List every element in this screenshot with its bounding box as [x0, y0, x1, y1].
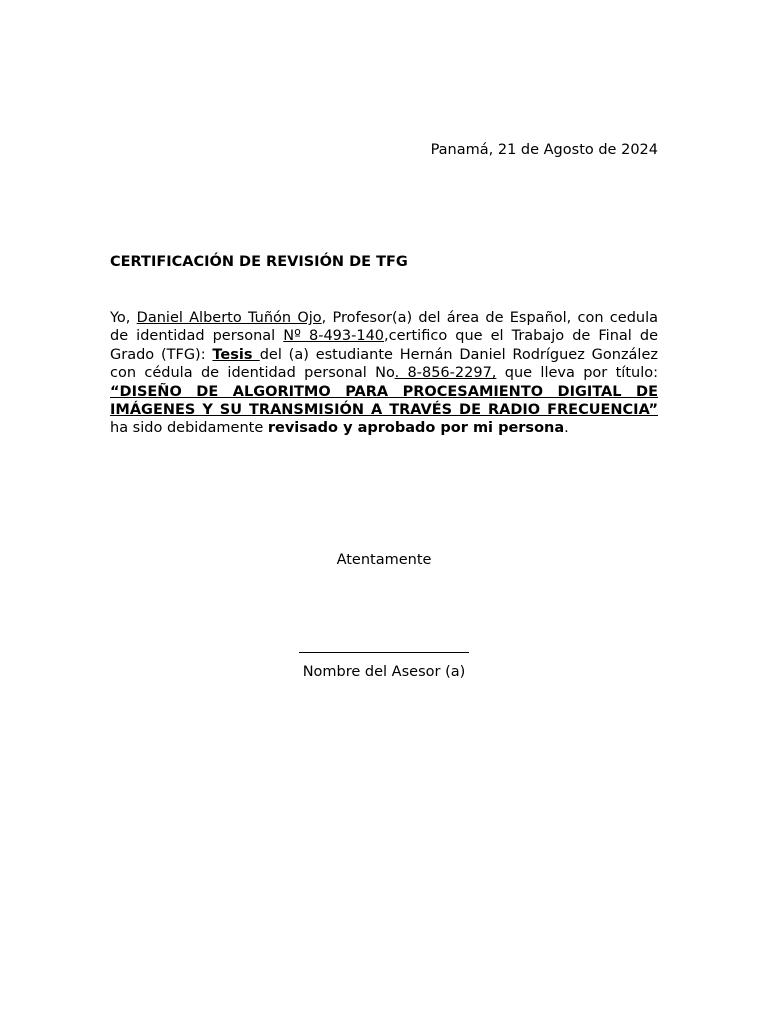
thesis-title: “DISEÑO DE ALGORITMO PARA PROCESAMIENTO DIGITAL DE IMÁGENES Y SU TRANSMISIÓN A TRAVÉS DE RADIO FRECUENCIA”: [110, 383, 658, 419]
professor-id: Nº 8-493-140: [283, 328, 385, 345]
body-text-title-intro: que lleva por título:: [496, 365, 658, 382]
student-id: . 8-856-2297,: [394, 365, 497, 382]
body-text-student: del (a) estudiante Hernán Daniel Rodríguez González con cédula de identidad personal No: [110, 346, 658, 382]
advisor-name-label: Nombre del Asesor (a): [302, 664, 466, 680]
professor-name: Daniel Alberto Tuñón Ojo: [136, 310, 322, 326]
work-type: Tesis: [212, 346, 260, 363]
body-text-reviewed: ha sido debidamente: [110, 420, 268, 437]
document-title: CERTIFICACIÓN DE REVISIÓN DE TFG: [110, 254, 408, 270]
closing-text: Atentamente: [336, 552, 432, 568]
signature-line: [299, 652, 469, 653]
date-line: Panamá, 21 de Agosto de 2024: [430, 142, 658, 158]
approval-statement: revisado y aprobado por mi persona: [267, 420, 565, 437]
body-text-intro: Yo,: [110, 310, 137, 326]
certification-body: [110, 309, 658, 438]
body-text-role: , Profesor(a) del área de Español, con cedula de identidad personal: [110, 310, 659, 345]
body-text-certify: ,certifico que el Trabajo de Final de Grado (TFG):: [110, 328, 658, 363]
body-text-end: .: [564, 420, 569, 437]
